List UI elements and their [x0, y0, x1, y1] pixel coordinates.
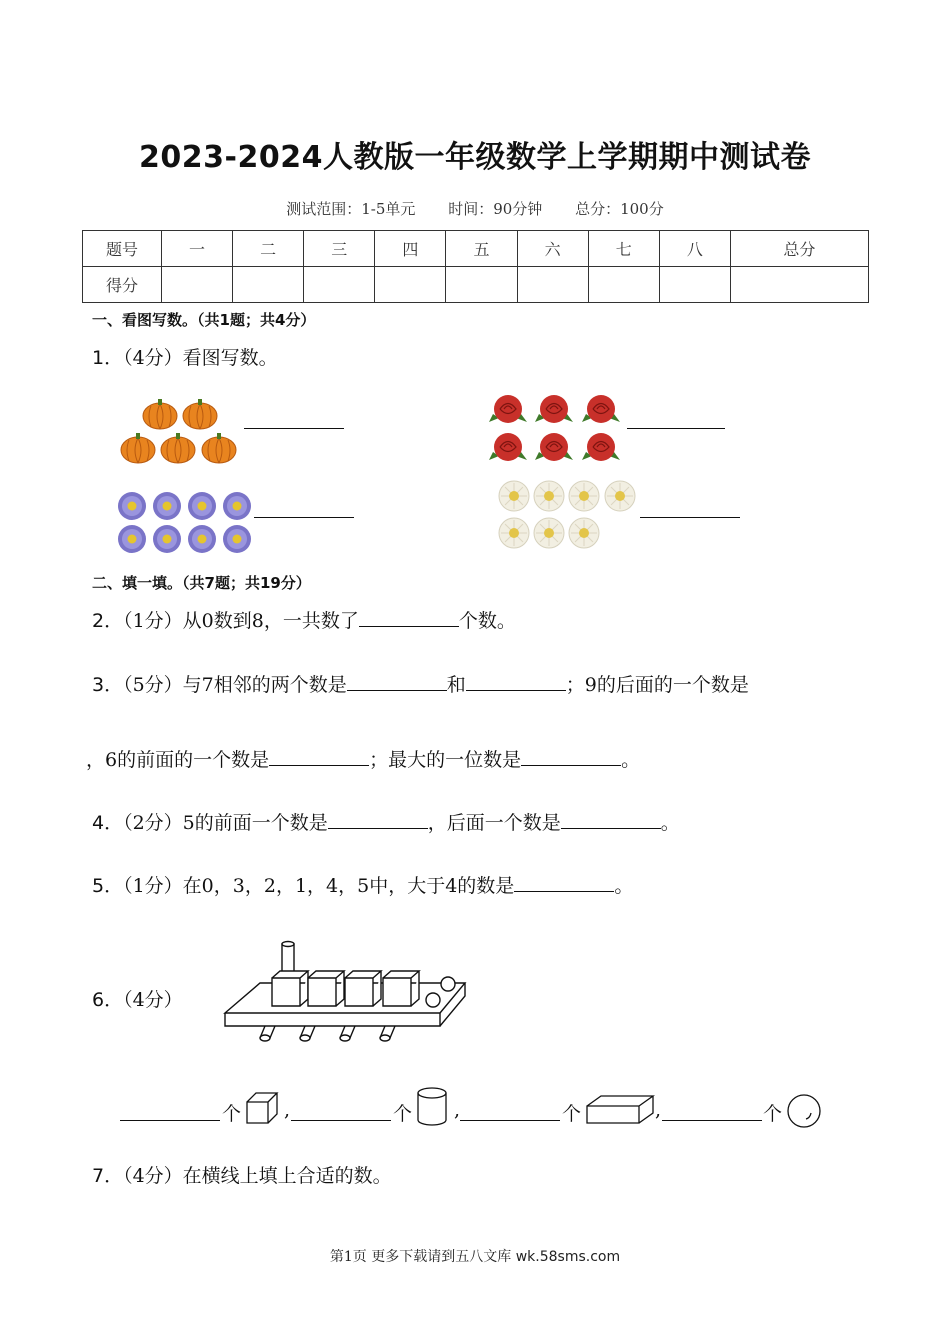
rose-icon	[489, 433, 527, 461]
question-3	[92, 670, 749, 697]
unit-label: 个	[763, 1103, 783, 1125]
answer-blank[interactable]	[466, 670, 566, 691]
score-cell[interactable]	[588, 267, 659, 303]
score-cell[interactable]	[162, 267, 233, 303]
ball-icon	[426, 993, 440, 1007]
score-cell[interactable]	[233, 267, 304, 303]
question-text: 。	[621, 749, 641, 771]
rose-icon	[489, 395, 527, 423]
answer-blank[interactable]	[561, 808, 661, 829]
daisy-icon	[534, 481, 564, 511]
question-text: （1分）从0数到8，一共数了	[123, 610, 359, 632]
section-1-heading: 一、看图写数。（共1题；共4分）	[92, 311, 316, 329]
daisy-icon	[534, 518, 564, 548]
answer-blank[interactable]	[347, 670, 447, 691]
score-cell[interactable]	[446, 267, 517, 303]
cylinder-legs	[260, 1026, 395, 1041]
question-1	[92, 343, 278, 370]
unit-label: 个	[562, 1103, 582, 1125]
question-text: ，后面一个数是	[427, 812, 561, 834]
answer-blank-cubes[interactable]	[120, 1120, 220, 1121]
cube-icon	[244, 1090, 280, 1126]
pumpkins-image	[115, 395, 245, 467]
score-cell[interactable]	[730, 267, 868, 303]
aster-icon	[153, 492, 181, 520]
question-number: 4．	[92, 812, 124, 834]
question-2	[92, 606, 516, 633]
ball-icon	[441, 977, 455, 991]
question-number: 7．	[92, 1165, 124, 1187]
board-front	[225, 1013, 440, 1026]
score-cell[interactable]	[517, 267, 588, 303]
score-header-cell: 二	[233, 231, 304, 267]
page-title: 2023-2024人教版一年级数学上学期期中测试卷	[139, 140, 811, 175]
aster-icon	[153, 525, 181, 553]
question-number: 5．	[92, 875, 124, 897]
score-header-cell: 八	[659, 231, 730, 267]
question-text: 和	[446, 674, 466, 696]
exam-info	[0, 198, 950, 219]
daisies-image	[494, 478, 642, 554]
score-header-cell: 四	[375, 231, 446, 267]
question-text: （4分）	[123, 989, 183, 1011]
question-number: 6．	[92, 989, 124, 1011]
rose-icon	[535, 395, 573, 423]
answer-blank-cylinders[interactable]	[291, 1120, 391, 1121]
score-header-cell: 总分	[730, 231, 868, 267]
score-table	[82, 230, 869, 303]
cuboid-icon	[585, 1094, 655, 1126]
separator: ,	[655, 1099, 662, 1121]
footer-link[interactable]: wk.58sms.com	[515, 1249, 621, 1265]
footer-text: 第1页 更多下载请到五八文库	[329, 1249, 516, 1265]
score-header-cell: 五	[446, 231, 517, 267]
pumpkin-icon	[183, 399, 217, 429]
separator: ,	[284, 1099, 291, 1121]
answer-blank-asters[interactable]	[254, 517, 354, 518]
question-text: 。	[660, 812, 680, 834]
question-number: 2．	[92, 610, 124, 632]
cube-row	[272, 971, 419, 1006]
rose-icon	[582, 433, 620, 461]
sphere-icon	[784, 1093, 824, 1129]
answer-blank[interactable]	[269, 745, 369, 766]
separator: ,	[454, 1099, 461, 1121]
aster-icon	[118, 525, 146, 553]
question-text: ；最大的一位数是	[369, 749, 522, 771]
score-header-cell: 七	[588, 231, 659, 267]
score-header-cell: 题号	[83, 231, 162, 267]
score-cell[interactable]	[304, 267, 375, 303]
question-text: （1分）在0，3，2，1，4，5中，大于4的数是	[123, 875, 515, 897]
shape-assembly-image	[220, 938, 485, 1048]
aster-icon	[188, 525, 216, 553]
page-footer	[0, 1246, 950, 1266]
pumpkin-icon	[202, 433, 236, 463]
score-header-cell: 六	[517, 231, 588, 267]
answer-blank-daisies[interactable]	[640, 517, 740, 518]
test-total: 总分：100分	[575, 200, 664, 218]
test-time: 时间：90分钟	[448, 200, 543, 218]
question-text: 。	[614, 875, 634, 897]
score-cell[interactable]	[375, 267, 446, 303]
question-text: （4分）看图写数。	[123, 347, 278, 369]
answer-blank[interactable]	[521, 745, 621, 766]
unit-label: 个	[222, 1103, 242, 1125]
answer-blank-spheres[interactable]	[662, 1120, 762, 1121]
score-cell[interactable]	[659, 267, 730, 303]
daisy-icon	[569, 481, 599, 511]
aster-icon	[223, 525, 251, 553]
answer-blank[interactable]	[328, 808, 428, 829]
daisy-icon	[605, 481, 635, 511]
question-4	[92, 808, 680, 835]
cylinder-icon	[414, 1085, 450, 1129]
aster-icon	[223, 492, 251, 520]
question-7	[92, 1161, 392, 1188]
daisy-icon	[499, 481, 529, 511]
question-number: 1．	[92, 347, 124, 369]
score-row-label: 得分	[83, 267, 162, 303]
question-text: （5分）与7相邻的两个数是	[123, 674, 347, 696]
rose-icon	[582, 395, 620, 423]
question-text: （2分）5的前面一个数是	[123, 812, 328, 834]
question-6	[92, 985, 183, 1012]
unit-label: 个	[393, 1103, 413, 1125]
pumpkin-icon	[143, 399, 177, 429]
aster-icon	[118, 492, 146, 520]
question-5	[92, 871, 633, 898]
roses-image	[485, 390, 627, 468]
answer-blank-cuboids[interactable]	[460, 1120, 560, 1121]
score-table-header-row	[83, 231, 869, 267]
daisy-icon	[569, 518, 599, 548]
question-text: 个数。	[458, 610, 516, 632]
answer-blank[interactable]	[359, 606, 459, 627]
asters-image	[113, 488, 258, 556]
score-table-score-row	[83, 267, 869, 303]
section-2-heading: 二、填一填。（共7题；共19分）	[92, 574, 311, 592]
answer-blank[interactable]	[514, 871, 614, 892]
aster-icon	[188, 492, 216, 520]
score-header-cell: 三	[304, 231, 375, 267]
pumpkin-icon	[121, 433, 155, 463]
answer-blank-pumpkins[interactable]	[244, 428, 344, 429]
rose-icon	[535, 433, 573, 461]
test-range: 测试范围：1-5单元	[286, 200, 416, 218]
question-text: ，6的前面的一个数是	[86, 749, 270, 771]
question-number: 3．	[92, 674, 124, 696]
pumpkin-icon	[161, 433, 195, 463]
daisy-icon	[499, 518, 529, 548]
score-header-cell: 一	[162, 231, 233, 267]
question-text: （4分）在横线上填上合适的数。	[123, 1165, 392, 1187]
question-text: ；9的后面的一个数是	[565, 674, 749, 696]
answer-blank-roses[interactable]	[627, 428, 725, 429]
question-3-continued	[86, 745, 640, 772]
